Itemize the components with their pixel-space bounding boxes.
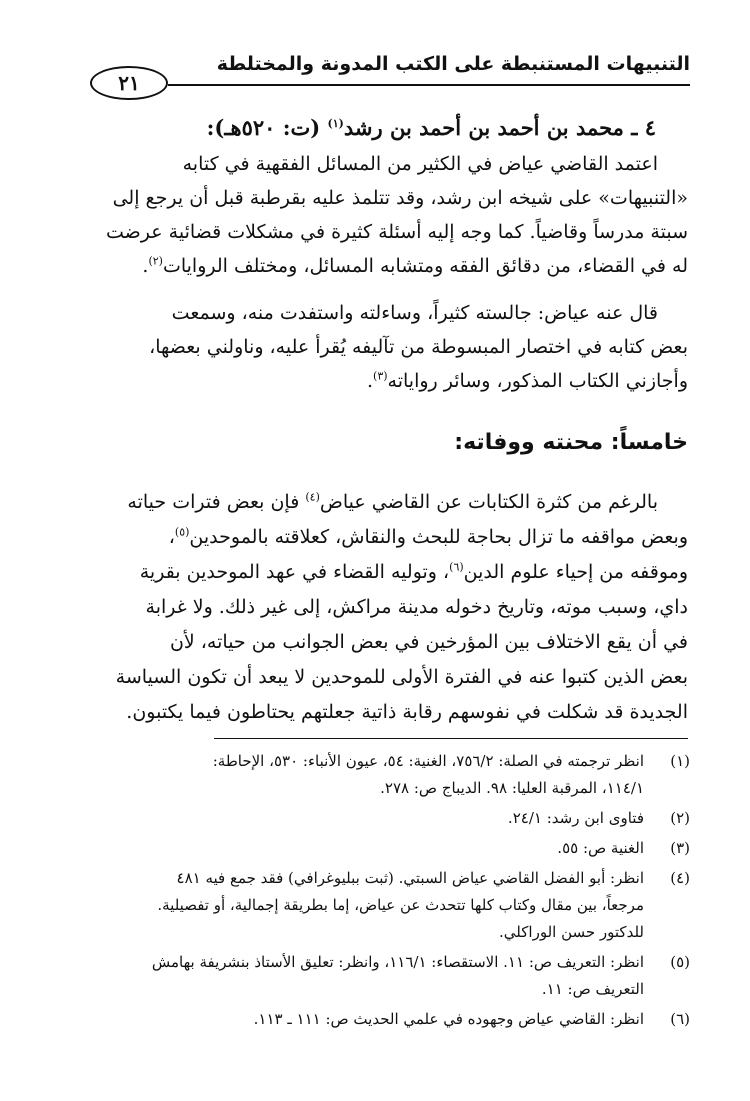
running-header: التنبيهات المستنبطة على الكتب المدونة والمختلطة — [216, 53, 690, 75]
paragraph-2-line-2: بعض كتابه في اختصار المبسوطة من تآليفه يُقرأ عليه، وناولني بعضها، — [149, 336, 688, 358]
footnote-ref-6: (٦) — [449, 560, 464, 574]
paragraph-1-line-3: سبتة مدرساً وقاضياً. كما وجه إليه أسئلة كثيرة في مشكلات قضائية عرضت — [106, 221, 688, 243]
paragraph-3-line-2b: ، — [168, 526, 175, 548]
header-rule — [168, 84, 690, 86]
footnote-1 — [60, 748, 690, 802]
paragraph-1-line-4-text: له في القضاء، من دقائق الفقه ومتشابه المسائل، ومختلف الروايات — [162, 255, 688, 277]
footnote-ref-4: (٤) — [305, 490, 320, 504]
paragraph-3-line-1 — [60, 485, 688, 520]
section-4-heading-tail: (ت: ٥٢٠هـ): — [206, 115, 328, 140]
paragraph-2 — [60, 296, 688, 398]
footnote-ref-3: (٣) — [373, 369, 388, 383]
paragraph-3-line-3 — [60, 555, 688, 590]
footnote-line: ١١٤/١، المرقبة العليا: ٩٨. الديباج ص: ٢٧٨. — [380, 779, 644, 797]
paragraph-1-line-4-end: . — [142, 255, 149, 277]
paragraph-3-line-7: الجديدة قد شكلت في نفوسهم رقابة ذاتية جعلتهم يحتاطون فيما يكتبون. — [126, 701, 688, 723]
paragraph-3-line-6: بعض الذين كتبوا عنه في الفترة الأولى للموحدين لا يبعد أن تكون السياسة — [115, 666, 688, 688]
paragraph-2-line-3-end: . — [366, 370, 374, 392]
footnote-number: (٤) — [670, 869, 690, 887]
footnote-line: انظر ترجمته في الصلة: ٧٥٦/٢، الغنية: ٥٤، عيون الأنباء: ٥٣٠، الإحاطة: — [212, 752, 644, 770]
footnote-number: (٥) — [670, 953, 690, 971]
footnote-line: الغنية ص: ٥٥. — [557, 839, 644, 857]
footnote-line: فتاوى ابن رشد: ٢٤/١. — [507, 809, 644, 827]
paragraph-3-line-2 — [60, 520, 688, 555]
footnote-3 — [60, 835, 690, 862]
paragraph-2-line-1: قال عنه عياض: جالسته كثيراً، وساءلته واستفدت منه، وسمعت — [171, 302, 658, 324]
paragraph-3-line-1a: بالرغم من كثرة الكتابات عن القاضي عياض — [319, 491, 658, 513]
paragraph-3-line-2a: وبعض مواقفه ما تزال بحاجة للبحث والنقاش، كعلاقته بالموحدين — [189, 526, 688, 548]
paragraph-2-line-3-text: وأجازني الكتاب المذكور، وسائر رواياته — [387, 370, 688, 392]
footnote-4 — [60, 865, 690, 946]
section-5-heading: خامساً: محنته ووفاته: — [454, 430, 688, 455]
footnote-line: مرجعاً، بين مقال وكتاب كلها تتحدث عن عياض، إما بطريقة إجمالية، أو تفصيلية. — [157, 896, 644, 914]
footnote-number: (٢) — [670, 809, 690, 827]
section-4-heading — [56, 113, 656, 143]
paragraph-3-line-3a: وموقفه من إحياء علوم الدين — [463, 561, 688, 583]
paragraph-1-line-1: اعتمد القاضي عياض في الكثير من المسائل الفقهية في كتابه — [182, 153, 658, 175]
paragraph-3 — [60, 485, 688, 730]
section-4-heading-text: ٤ ـ محمد بن أحمد بن أحمد بن رشد — [343, 115, 656, 140]
paragraph-3-line-1b: فإن بعض فترات حياته — [127, 491, 306, 513]
footnote-6 — [60, 1006, 690, 1033]
footnote-line: التعريف ص: ١١. — [541, 980, 644, 998]
paragraph-1-line-2: «التنبيهات» على شيخه ابن رشد، وقد تتلمذ عليه بقرطبة قبل أن يرجع إلى — [112, 187, 688, 209]
footnote-ref-5: (٥) — [174, 525, 190, 539]
paragraph-1-line-4 — [60, 249, 688, 283]
footnote-ref-2: (٢) — [148, 254, 163, 268]
footnote-rule — [214, 738, 688, 739]
paragraph-3-line-4: داي، وسبب موته، وتاريخ دخوله مدينة مراكش، إلى غير ذلك. ولا غرابة — [145, 596, 688, 618]
footnote-number: (٣) — [670, 839, 690, 857]
page-number: ٢١ — [90, 66, 168, 100]
footnote-line: انظر: القاضي عياض وجهوده في علمي الحديث ص: ١١١ ـ ١١٣. — [253, 1010, 644, 1028]
footnote-ref-1: (١) — [327, 117, 344, 130]
footnote-2 — [60, 805, 690, 832]
footnote-5 — [60, 949, 690, 1003]
footnote-line: للدكتور حسن الوراكلي. — [499, 923, 644, 941]
footnote-line: انظر: أبو الفضل القاضي عياض السبتي. (ثبت ببليوغرافي) فقد جمع فيه ٤٨١ — [176, 869, 644, 887]
paragraph-2-line-3 — [60, 364, 688, 398]
footnote-number: (٦) — [670, 1010, 690, 1028]
paragraph-1 — [60, 147, 688, 283]
footnote-line: انظر: التعريف ص: ١١. الاستقصاء: ١١٦/١، وانظر: تعليق الأستاذ بنشريفة بهامش — [151, 953, 644, 971]
footnotes — [60, 748, 690, 1036]
footnote-number: (١) — [670, 752, 690, 770]
paragraph-3-line-5: في أن يقع الاختلاف بين المؤرخين في بعض الجوانب من حياته، لأن — [169, 631, 688, 653]
paragraph-3-line-3b: ، وتوليه القضاء في عهد الموحدين بقرية — [139, 561, 450, 583]
